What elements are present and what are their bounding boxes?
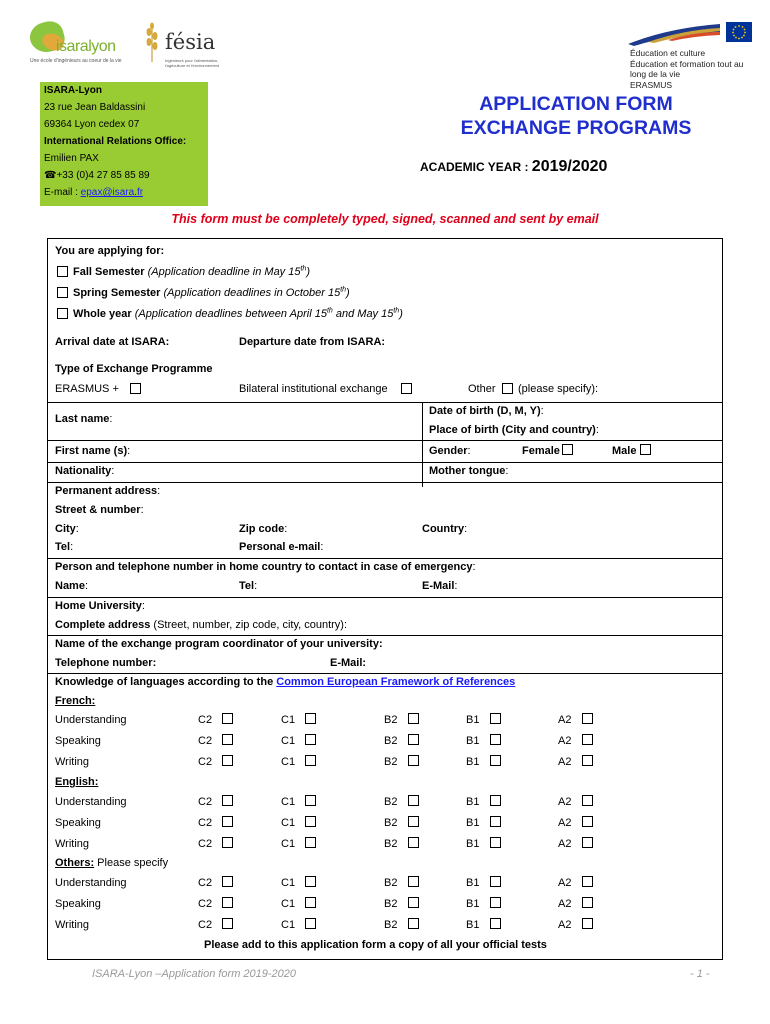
level-checkbox[interactable] <box>408 876 419 887</box>
level-checkbox[interactable] <box>582 713 593 724</box>
others-label: Others: <box>55 857 95 869</box>
academic-year-label: ACADEMIC YEAR : <box>420 160 532 174</box>
last-name-field[interactable]: Last name: <box>55 413 113 425</box>
title-line-1: APPLICATION FORM <box>479 93 673 115</box>
title-line-2: EXCHANGE PROGRAMS <box>460 117 692 139</box>
level-checkbox[interactable] <box>582 816 593 827</box>
level-label: C2 <box>198 735 213 747</box>
level-checkbox[interactable] <box>222 734 233 745</box>
level-label: B2 <box>384 817 398 829</box>
emergency-email-field[interactable]: E-Mail: <box>422 580 458 592</box>
level-label: B1 <box>466 735 480 747</box>
dob-field[interactable]: Date of birth (D, M, Y): <box>429 405 544 417</box>
level-checkbox[interactable] <box>490 713 501 724</box>
nationality-field[interactable]: Nationality: <box>55 465 115 477</box>
level-label: C1 <box>281 838 296 850</box>
skill-label: Understanding <box>55 796 127 808</box>
eu-line-4: ERASMUS <box>630 79 673 90</box>
level-label: C2 <box>198 796 213 808</box>
level-label: C2 <box>198 898 213 910</box>
fesia-tagline: Ingénieurs pour l'alimentation, l'agriculture et l'environnement <box>165 58 219 68</box>
divider <box>48 440 722 441</box>
departure-date-label: Departure date from ISARA: <box>239 336 386 348</box>
contact-box <box>40 82 208 206</box>
level-checkbox[interactable] <box>305 713 316 724</box>
footer-left: ISARA-Lyon –Application form 2019-2020 <box>92 968 297 980</box>
erasmus-checkbox[interactable] <box>130 383 141 394</box>
level-label: C1 <box>281 877 296 889</box>
pob-field[interactable]: Place of birth (City and country): <box>429 424 599 436</box>
divider <box>48 673 722 674</box>
level-checkbox[interactable] <box>222 816 233 827</box>
country-field[interactable]: Country: <box>422 523 468 535</box>
coordinator-phone-field[interactable]: Telephone number: <box>55 657 157 669</box>
skill-label: Speaking <box>55 817 101 829</box>
level-label: A2 <box>558 838 572 850</box>
level-checkbox[interactable] <box>305 734 316 745</box>
page-title <box>408 92 744 140</box>
level-label: B1 <box>466 714 480 726</box>
level-checkbox[interactable] <box>305 755 316 766</box>
level-label: C1 <box>281 796 296 808</box>
bilateral-label: Bilateral institutional exchange <box>239 383 388 395</box>
level-checkbox[interactable] <box>582 876 593 887</box>
mother-tongue-field[interactable]: Mother tongue: <box>429 465 509 477</box>
isara-logo <box>26 20 131 64</box>
official-tests-note: Please add to this application form a copy of all your official tests <box>204 939 547 951</box>
level-checkbox[interactable] <box>582 734 593 745</box>
level-label: C1 <box>281 735 296 747</box>
level-checkbox[interactable] <box>408 837 419 848</box>
level-label: C1 <box>281 756 296 768</box>
level-label: C2 <box>198 838 213 850</box>
level-label: B1 <box>466 796 480 808</box>
level-checkbox[interactable] <box>582 918 593 929</box>
language-group-french: French: <box>55 695 96 707</box>
contact-email-row <box>40 184 208 201</box>
tel-field[interactable]: Tel: <box>55 541 74 553</box>
skill-label: Writing <box>55 838 90 850</box>
level-label: B2 <box>384 756 398 768</box>
level-label: C2 <box>198 756 213 768</box>
language-group-others <box>55 857 168 870</box>
eu-line-3: long de la vie <box>630 69 681 79</box>
programme-label: Type of Exchange Programme <box>55 363 213 375</box>
level-checkbox[interactable] <box>490 734 501 745</box>
swoosh-icon <box>628 22 720 46</box>
level-checkbox[interactable] <box>582 795 593 806</box>
emergency-tel-field[interactable]: Tel: <box>239 580 258 592</box>
level-checkbox[interactable] <box>490 918 501 929</box>
level-checkbox[interactable] <box>490 795 501 806</box>
city-field[interactable]: City: <box>55 523 79 535</box>
level-checkbox[interactable] <box>305 795 316 806</box>
level-checkbox[interactable] <box>408 713 419 724</box>
female-label: Female <box>522 445 560 457</box>
academic-year <box>420 158 607 176</box>
skill-label: Writing <box>55 919 90 931</box>
contact-city: 69364 Lyon cedex 07 <box>44 119 140 130</box>
language-group-english: English: <box>55 776 99 788</box>
level-checkbox[interactable] <box>582 897 593 908</box>
coordinator-field[interactable]: Name of the exchange program coordinator of your university: <box>55 638 383 650</box>
divider <box>48 635 722 636</box>
level-label: C1 <box>281 817 296 829</box>
others-specify: Please specify <box>94 857 169 869</box>
fesia-logo <box>145 22 225 66</box>
level-checkbox[interactable] <box>305 876 316 887</box>
level-checkbox[interactable] <box>222 876 233 887</box>
level-label: A2 <box>558 919 572 931</box>
level-checkbox[interactable] <box>582 837 593 848</box>
level-checkbox[interactable] <box>222 713 233 724</box>
other-checkbox[interactable] <box>502 383 513 394</box>
level-label: B1 <box>466 898 480 910</box>
spring-semester-checkbox[interactable] <box>57 287 68 298</box>
divider <box>48 402 722 403</box>
other-label: Other <box>468 383 496 395</box>
spring-semester-option: Spring Semester (Application deadlines in October 15th) <box>73 286 350 299</box>
male-checkbox[interactable] <box>640 444 651 455</box>
level-checkbox[interactable] <box>222 918 233 929</box>
whole-year-checkbox[interactable] <box>57 308 68 319</box>
level-checkbox[interactable] <box>408 734 419 745</box>
level-checkbox[interactable] <box>408 918 419 929</box>
languages-intro: Knowledge of languages according to the Common European Framework of References <box>55 676 516 688</box>
academic-year-value: 2019/2020 <box>531 158 608 175</box>
application-form <box>47 238 723 960</box>
cefr-link[interactable]: Common European Framework of References <box>276 676 516 688</box>
level-checkbox[interactable] <box>305 837 316 848</box>
fall-semester-option: Fall Semester (Application deadline in May 15th) <box>73 265 310 278</box>
first-name-field[interactable]: First name (s): <box>55 445 131 457</box>
divider <box>48 558 722 559</box>
level-checkbox[interactable] <box>408 816 419 827</box>
level-checkbox[interactable] <box>305 897 316 908</box>
level-checkbox[interactable] <box>408 755 419 766</box>
level-label: B2 <box>384 714 398 726</box>
isara-word-b: lyon <box>88 38 116 55</box>
fesia-word: fésia <box>165 30 216 54</box>
contact-phone: ☎+33 (0)4 27 85 85 89 <box>44 170 150 181</box>
contact-email-link[interactable]: epax@isara.fr <box>80 187 144 198</box>
level-checkbox[interactable] <box>582 755 593 766</box>
level-label: B2 <box>384 735 398 747</box>
bilateral-checkbox[interactable] <box>401 383 412 394</box>
eu-flag-icon <box>726 22 752 42</box>
personal-email-field[interactable]: Personal e-mail: <box>239 541 324 553</box>
level-label: A2 <box>558 817 572 829</box>
skill-label: Speaking <box>55 898 101 910</box>
permanent-address-label: Permanent address: <box>55 485 161 497</box>
skill-label: Speaking <box>55 735 101 747</box>
divider <box>48 597 722 598</box>
level-label: B1 <box>466 919 480 931</box>
level-label: B2 <box>384 898 398 910</box>
whole-year-option: Whole year (Application deadlines between April 15th and May 15th) <box>73 307 403 320</box>
level-checkbox[interactable] <box>490 837 501 848</box>
level-checkbox[interactable] <box>305 918 316 929</box>
level-label: B1 <box>466 877 480 889</box>
contact-street: 23 rue Jean Baldassini <box>44 102 146 113</box>
notice-text: This form must be completely typed, signed, scanned and sent by email <box>171 212 599 226</box>
divider <box>422 402 423 487</box>
level-label: A2 <box>558 756 572 768</box>
level-label: B2 <box>384 796 398 808</box>
level-label: A2 <box>558 877 572 889</box>
level-checkbox[interactable] <box>490 816 501 827</box>
level-label: C2 <box>198 877 213 889</box>
eu-erasmus-logo <box>628 20 758 92</box>
contact-name: Emilien PAX <box>44 153 99 164</box>
level-label: B2 <box>384 919 398 931</box>
complete-address-field[interactable]: Complete address (Street, number, zip code, city, country): <box>55 619 348 631</box>
applying-label: You are applying for: <box>55 245 165 257</box>
isara-tagline: Une école d'ingénieurs au coeur de la vie <box>30 58 122 64</box>
contact-office: International Relations Office: <box>44 136 187 147</box>
level-label: C2 <box>198 714 213 726</box>
level-checkbox[interactable] <box>490 876 501 887</box>
level-label: C2 <box>198 919 213 931</box>
level-checkbox[interactable] <box>222 897 233 908</box>
other-specify-label: (please specify): <box>518 383 599 395</box>
level-checkbox[interactable] <box>490 897 501 908</box>
level-checkbox[interactable] <box>222 795 233 806</box>
level-label: C1 <box>281 898 296 910</box>
eu-line-1: Éducation et culture <box>630 48 706 58</box>
level-label: A2 <box>558 714 572 726</box>
level-label: C1 <box>281 919 296 931</box>
level-label: B1 <box>466 838 480 850</box>
level-label: C2 <box>198 817 213 829</box>
level-label: A2 <box>558 796 572 808</box>
skill-label: Understanding <box>55 714 127 726</box>
level-checkbox[interactable] <box>408 795 419 806</box>
skill-label: Understanding <box>55 877 127 889</box>
level-checkbox[interactable] <box>490 755 501 766</box>
level-checkbox[interactable] <box>305 816 316 827</box>
level-label: B1 <box>466 817 480 829</box>
male-label: Male <box>612 445 637 457</box>
level-checkbox[interactable] <box>222 837 233 848</box>
level-label: B2 <box>384 838 398 850</box>
contact-email-label: E-mail : <box>44 187 81 198</box>
footer-page-number: - 1 - <box>690 968 710 980</box>
arrival-date-label: Arrival date at ISARA: <box>55 336 170 348</box>
skill-label: Writing <box>55 756 90 768</box>
coordinator-email-field[interactable]: E-Mail: <box>330 657 367 669</box>
level-label: B1 <box>466 756 480 768</box>
wheat-icon <box>145 22 159 62</box>
eu-line-2: Éducation et formation tout au <box>630 58 744 69</box>
erasmus-label: ERASMUS + <box>55 383 119 395</box>
street-field[interactable]: Street & number: <box>55 504 144 516</box>
level-checkbox[interactable] <box>408 897 419 908</box>
divider <box>48 482 722 483</box>
level-label: A2 <box>558 898 572 910</box>
emergency-name-field[interactable]: Name: <box>55 580 89 592</box>
divider <box>48 462 722 463</box>
level-label: C1 <box>281 714 296 726</box>
female-checkbox[interactable] <box>562 444 573 455</box>
level-checkbox[interactable] <box>222 755 233 766</box>
zip-field[interactable]: Zip code: <box>239 523 288 535</box>
fall-semester-checkbox[interactable] <box>57 266 68 277</box>
emergency-label: Person and telephone number in home country to contact in case of emergency: <box>55 561 476 573</box>
level-label: B2 <box>384 877 398 889</box>
home-university-field[interactable]: Home University: <box>55 600 145 612</box>
isara-word-a: isara <box>56 38 89 55</box>
gender-label: Gender: <box>429 445 471 457</box>
level-label: A2 <box>558 735 572 747</box>
contact-org: ISARA-Lyon <box>44 85 102 96</box>
